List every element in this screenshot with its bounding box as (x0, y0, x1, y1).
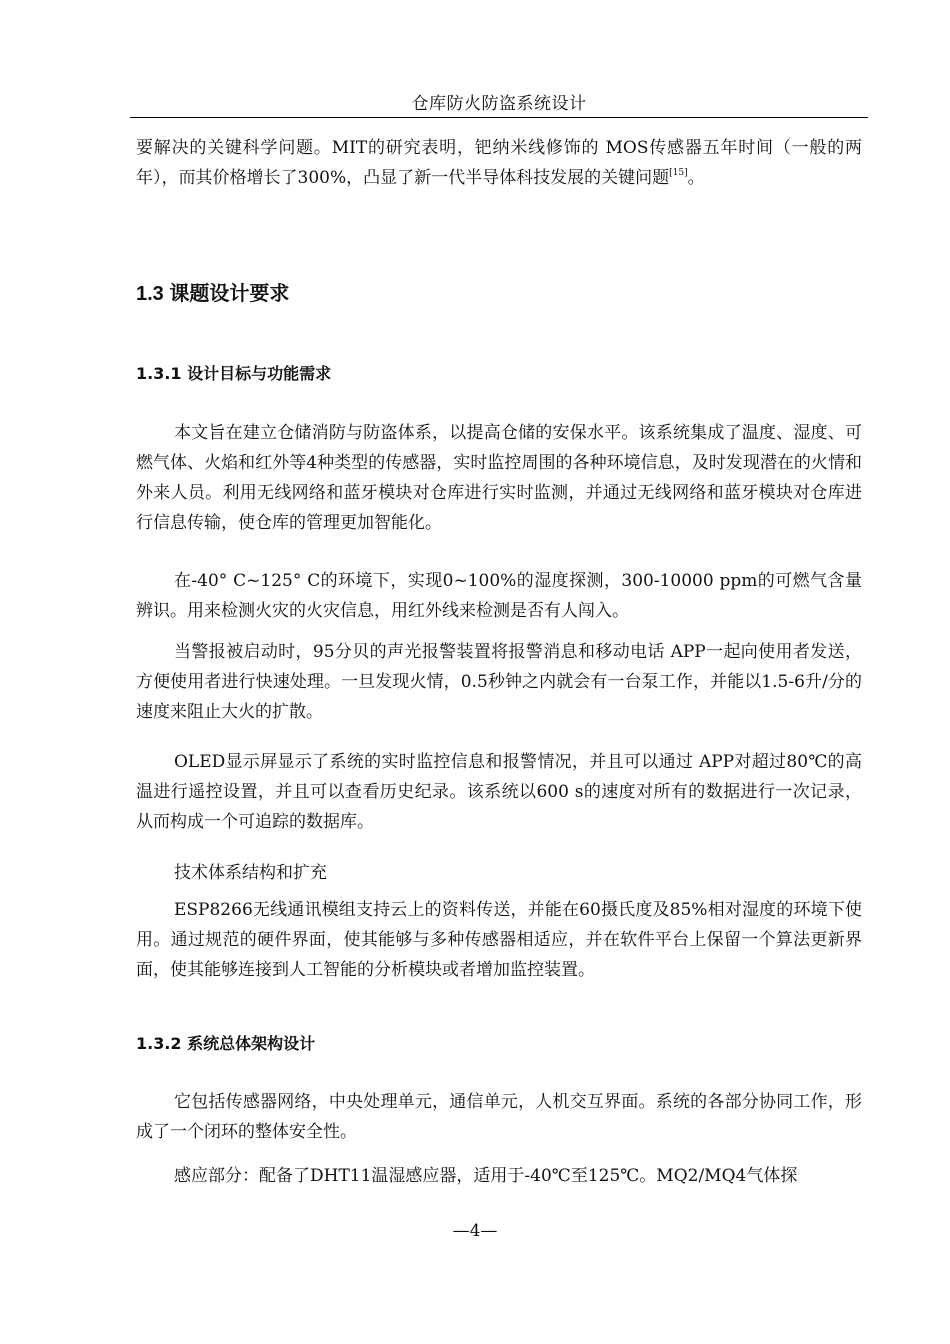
running-header: 仓库防火防盗系统设计 (411, 94, 587, 114)
intro-text: 要解决的关键科学问题。MIT的研究表明，钯纳米线修饰的 MOS传感器五年时间（一般的两年），而其价格增长了300%，凸显了新一代半导体科技发展的关键问题 (136, 138, 862, 188)
paragraph-oled-display: OLED显示屏显示了系统的实时监控信息和报警情况，并且可以通过 APP对超过80℃的高温进行遥控设置，并且可以查看历史纪录。该系统以600 s的速度对所有的数据进行一次记录，从而构成一个可追踪的数据库。 (136, 752, 862, 832)
intro-paragraph (136, 133, 862, 193)
paragraph-tech-arch-label: 技术体系结构和扩充 (174, 863, 327, 883)
paragraph-architecture: 它包括传感器网络，中央处理单元，通信单元，人机交互界面。系统的各部分协同工作，形成了一个闭环的整体安全性。 (136, 1092, 862, 1142)
paragraph-sensing: 感应部分：配备了DHT11温湿感应器，适用于-40℃至125℃。MQ2/MQ4气体探 (174, 1166, 798, 1186)
section-1-3-2-title: 1.3.2 系统总体架构设计 (136, 1034, 316, 1053)
paragraph-alarm: 当警报被启动时，95分贝的声光报警装置将报警消息和移动电话 APP一起向使用者发送，方便使用者进行快速处理。一旦发现火情，0.5秒钟之内就会有一台泵工作，并能以1.5-6升/分的速度来阻止大火的扩散。 (136, 642, 862, 722)
header-rule (130, 117, 868, 118)
paragraph-design-goal: 本文旨在建立仓储消防与防盗体系，以提高仓储的安保水平。该系统集成了温度、湿度、可燃气体、火焰和红外等4种类型的传感器，实时监控周围的各种环境信息，及时发现潜在的火情和外来人员。利用无线网络和蓝牙模块对仓库进行实时监测，并通过无线网络和蓝牙模块对仓库进行信息传输，使仓库的管理更加智能化。 (136, 423, 862, 533)
intro-end: 。 (687, 168, 705, 188)
paragraph-environment-range: 在-40° C~125° C的环境下，实现0~100%的湿度探测，300-10000 ppm的可燃气含量辨识。用来检测火灾的火灾信息，用红外线来检测是否有人闯入。 (136, 571, 862, 621)
citation-15: [15] (669, 168, 688, 178)
paragraph-esp8266: ESP8266无线通讯模组支持云上的资料传送，并能在60摄氏度及85%相对湿度的环境下使用。通过规范的硬件界面，使其能够与多种传感器相适应，并在软件平台上保留一个算法更新界面，使其能够连接到人工智能的分析模块或者增加监控装置。 (136, 900, 862, 980)
section-1-3-1-title: 1.3.1 设计目标与功能需求 (136, 364, 332, 383)
page-number: —4— (452, 1221, 498, 1241)
section-1-3-title: 1.3 课题设计要求 (136, 283, 290, 305)
